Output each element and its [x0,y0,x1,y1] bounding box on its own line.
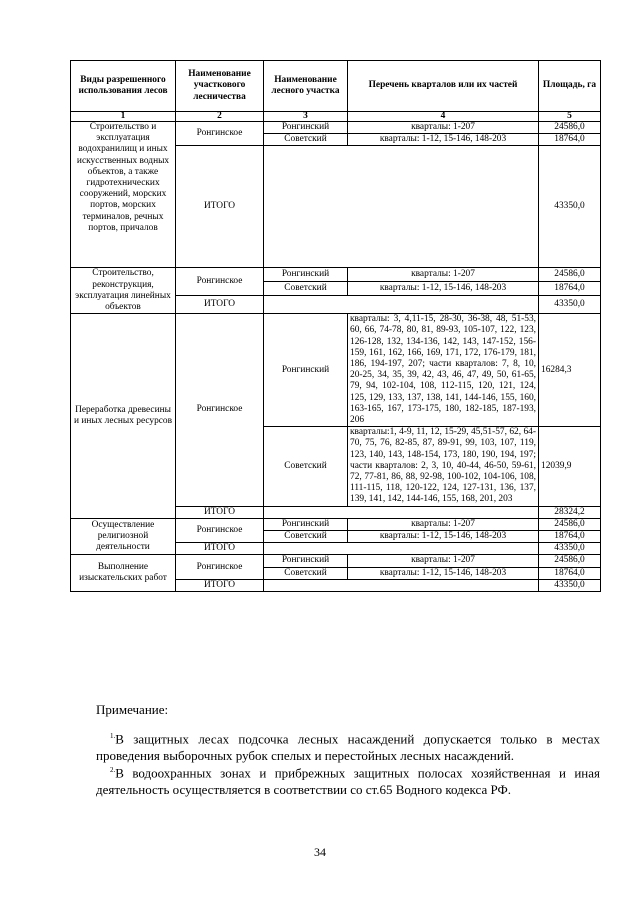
use-type-cell: Осуществление религиозной деятельности [71,518,176,555]
plot-cell: Советский [264,282,348,296]
note-1-text: В защитных лесах подсочка лесных насаждений допускается только в местах проведения выборочных рубок спелых и перестойных лесных насаждений. [96,731,600,764]
note-2 [96,762,600,798]
header-use-type: Виды разрешенного использования лесов [71,61,176,112]
use-type-cell: Строительство и эксплуатация водохранилищ и иных искусственных водных объектов, а также гидротехнических сооружений, морских портов, морских терминалов, речных портов, причалов [71,122,176,268]
header-forestry: Наименование участкового лесничества [176,61,264,112]
empty-cell [264,146,539,268]
table-header-row [71,61,601,112]
note-2-text: В водоохранных зонах и прибрежных защитных полосах хозяйственная и иная деятельность осуществляется в соответствии со ст.65 Водного кодекса РФ. [96,765,600,798]
total-area: 43350,0 [539,146,601,268]
plot-cell: Советский [264,531,348,543]
quarters-list-cell: кварталы: 3, 4,11-15, 28-30, 36-38, 48, 51-53, 60, 66, 74-78, 80, 81, 89-93, 105-107, 122, 123, 126-128, 132, 134-136, 142, 143, 147-152, 156-159, 161, 162, 166, 169, 171, 172, 176-179, 181, 186, 194-197, 207; части кварталов: 7, 8, 10, 20-25, 34, 35, 39, 42, 43, 46, 47, 49, 50, 61-65, 79, 94, 102-104, 108, 112-115, 120, 121, 124, 125, 129, 133, 137, 138, 141, 144-146, 155, 160, 163-165, 167, 173-175, 180, 182-185, 187-193, 206 [348,314,539,427]
plot-cell: Советский [264,567,348,579]
column-number: 5 [539,112,601,122]
allowed-use-table [70,60,601,592]
note-1-mark: 1. [110,732,116,740]
plot-cell: Советский [264,427,348,506]
use-type-cell: Выполнение изыскательских работ [71,555,176,592]
page-number: 34 [314,845,326,859]
header-plot: Наименование лесного участка [264,61,348,112]
column-number: 3 [264,112,348,122]
total-label: ИТОГО [176,296,264,314]
area-cell: 16284,3 [539,314,601,427]
forestry-cell: Ронгинское [176,122,264,146]
area-cell: 18764,0 [539,567,601,579]
area-cell: 24586,0 [539,518,601,530]
total-label: ИТОГО [176,146,264,268]
plot-cell: Ронгинский [264,555,348,567]
forestry-cell: Ронгинское [176,518,264,542]
empty-cell [264,296,539,314]
total-label: ИТОГО [176,543,264,555]
note-2-mark: 2. [110,766,116,774]
table-row [71,518,601,530]
forestry-cell: Ронгинское [176,268,264,296]
forestry-cell: Ронгинское [176,555,264,579]
total-area: 28324,2 [539,506,601,518]
total-area: 43350,0 [539,579,601,591]
column-number: 1 [71,112,176,122]
quarters-cell: кварталы: 1-12, 15-146, 148-203 [348,567,539,579]
plot-cell: Ронгинский [264,518,348,530]
total-area: 43350,0 [539,296,601,314]
area-cell: 18764,0 [539,531,601,543]
area-cell: 24586,0 [539,268,601,282]
quarters-cell: кварталы: 1-207 [348,518,539,530]
empty-cell [264,543,539,555]
column-number: 4 [348,112,539,122]
area-cell: 12039,9 [539,427,601,506]
note-1 [96,728,600,764]
quarters-cell: кварталы: 1-12, 15-146, 148-203 [348,531,539,543]
forestry-cell: Ронгинское [176,314,264,506]
area-cell: 18764,0 [539,282,601,296]
quarters-cell: кварталы: 1-207 [348,555,539,567]
area-cell: 24586,0 [539,122,601,134]
plot-cell: Ронгинский [264,268,348,282]
total-label: ИТОГО [176,506,264,518]
quarters-list-cell: кварталы:1, 4-9, 11, 12, 15-29, 45,51-57, 62, 64-70, 75, 76, 82-85, 87, 89-91, 99, 103, 107, 119, 123, 140, 143, 148-154, 173, 180, 190, 194, 197; части кварталов: 2, 3, 10, 40-44, 46-50, 59-61, 72, 77-81, 86, 88, 92-98, 100-102, 104-106, 108, 111-115, 118, 120-122, 124, 127-131, 136, 137, 139, 141, 142, 144-146, 155, 168, 201, 203 [348,427,539,506]
header-quarters: Перечень кварталов или их частей [348,61,539,112]
column-number: 2 [176,112,264,122]
plot-cell: Ронгинский [264,314,348,427]
total-label: ИТОГО [176,579,264,591]
table-row [71,268,601,282]
plot-cell: Советский [264,134,348,146]
quarters-cell: кварталы: 1-12, 15-146, 148-203 [348,282,539,296]
notes-title: Примечание: [96,702,169,717]
use-type-cell: Переработка древесины и иных лесных ресурсов [71,314,176,519]
empty-cell [264,579,539,591]
empty-cell [264,506,539,518]
use-type-cell: Строительство, реконструкция, эксплуатация линейных объектов [71,268,176,314]
area-cell: 18764,0 [539,134,601,146]
total-area: 43350,0 [539,543,601,555]
header-area: Площадь, га [539,61,601,112]
table-row [71,555,601,567]
quarters-cell: кварталы: 1-207 [348,122,539,134]
quarters-cell: кварталы: 1-207 [348,268,539,282]
plot-cell: Ронгинский [264,122,348,134]
table-row [71,122,601,134]
table-row [71,314,601,427]
column-number-row [71,112,601,122]
quarters-cell: кварталы: 1-12, 15-146, 148-203 [348,134,539,146]
area-cell: 24586,0 [539,555,601,567]
